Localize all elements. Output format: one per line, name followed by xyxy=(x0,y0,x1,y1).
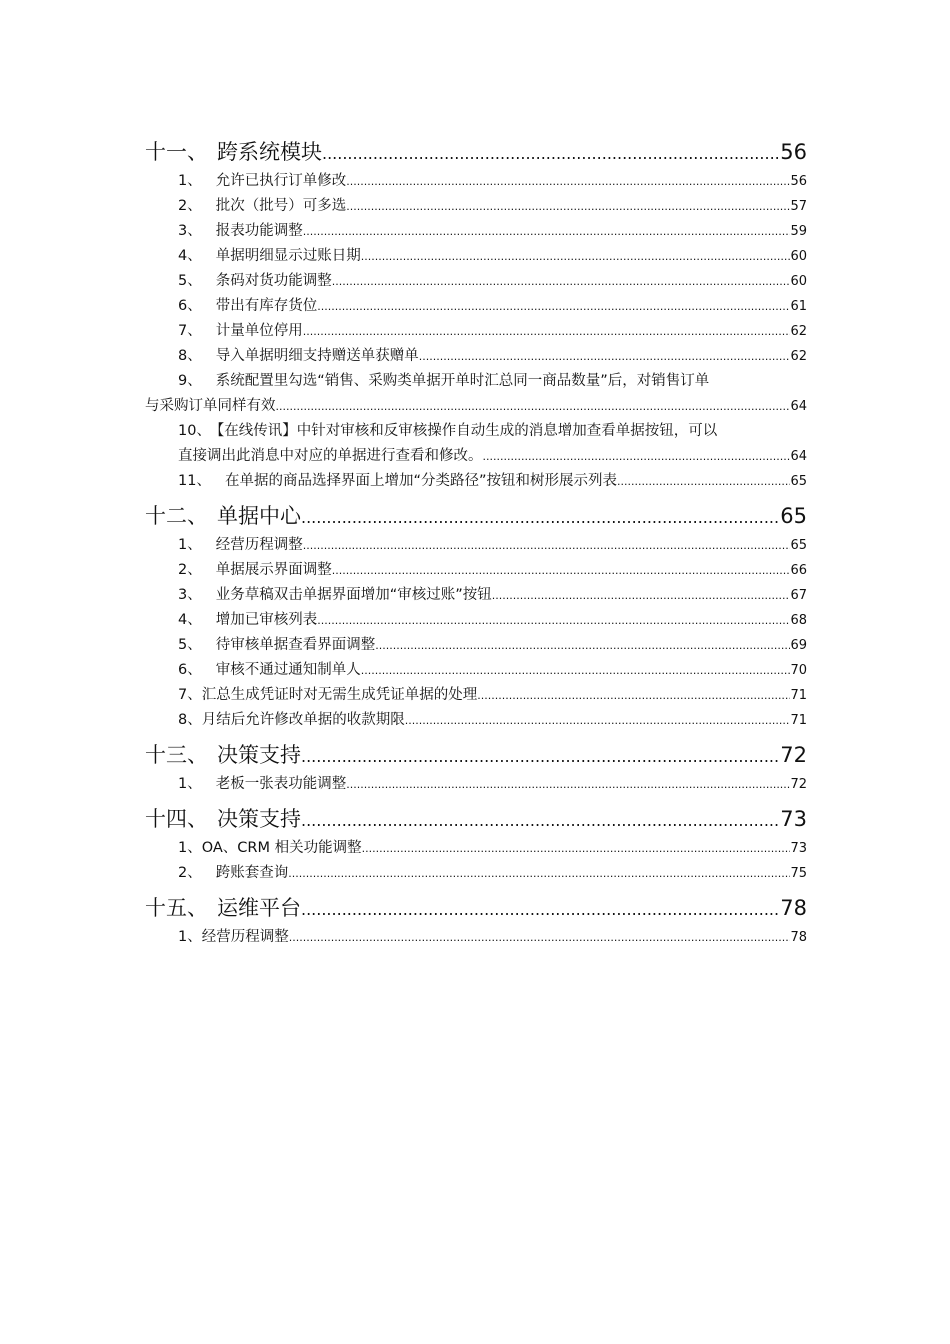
leader-dots xyxy=(301,738,780,774)
entry-number: 6、 xyxy=(178,298,202,314)
leader-dots xyxy=(301,499,780,535)
entry-title: 增加已审核列表 xyxy=(215,612,318,628)
entry-title: 条码对货功能调整 xyxy=(215,273,332,289)
entry-title: 【在线传讯】中针对审核和反审核操作自动生成的消息增加查看单据按钮，可以 xyxy=(216,423,718,439)
toc-entry[interactable] xyxy=(145,319,807,344)
entry-title: 带出有库存货位 xyxy=(215,298,318,314)
section-number: 十四、 xyxy=(145,807,208,831)
section-number: 十一、 xyxy=(145,140,208,164)
leader-dots xyxy=(361,658,791,683)
entry-title: OA、CRM 相关功能调整 xyxy=(201,840,362,856)
section-title: 单据中心 xyxy=(217,504,301,528)
page-number: 73 xyxy=(790,841,807,856)
entry-number: 1、 xyxy=(178,929,202,945)
leader-dots xyxy=(419,344,791,369)
page-number: 78 xyxy=(790,930,807,945)
toc-section-heading[interactable] xyxy=(145,802,807,836)
toc-entry[interactable] xyxy=(145,419,807,469)
leader-dots xyxy=(375,633,790,658)
entry-first-line xyxy=(178,419,807,444)
entry-title: 月结后允许修改单据的收款期限 xyxy=(201,712,405,728)
toc-entry[interactable] xyxy=(145,708,807,733)
entry-title: 单据明细显示过账日期 xyxy=(215,248,361,264)
leader-dots xyxy=(477,683,790,708)
toc-entry[interactable] xyxy=(145,244,807,269)
entry-title: 系统配置里勾选“销售、采购类单据开单时汇总同一商品数量”后，对销售订单 xyxy=(215,373,710,389)
entry-first-line xyxy=(178,369,807,394)
page-number: 70 xyxy=(790,663,807,678)
page-number: 71 xyxy=(790,688,807,703)
page-number: 69 xyxy=(790,638,807,653)
page-number: 73 xyxy=(780,807,807,831)
section-title: 决策支持 xyxy=(217,807,301,831)
entry-number: 8、 xyxy=(178,348,202,364)
toc-section-heading[interactable] xyxy=(145,738,807,772)
toc-entry[interactable] xyxy=(145,194,807,219)
entry-number: 2、 xyxy=(178,865,202,881)
toc-section-heading[interactable] xyxy=(145,135,807,169)
page-number: 72 xyxy=(790,777,807,792)
toc-entry[interactable] xyxy=(145,169,807,194)
leader-dots xyxy=(303,533,791,558)
entry-number: 8、 xyxy=(178,712,202,728)
entry-title-continued: 与采购订单同样有效 xyxy=(145,398,276,414)
page-number: 62 xyxy=(790,324,807,339)
leader-dots xyxy=(332,558,791,583)
entry-number: 4、 xyxy=(178,248,202,264)
entry-number: 1、 xyxy=(178,776,202,792)
entry-number: 6、 xyxy=(178,662,202,678)
entry-number: 1、 xyxy=(178,173,202,189)
entry-title: 导入单据明细支持赠送单获赠单 xyxy=(215,348,419,364)
entry-number: 5、 xyxy=(178,273,202,289)
leader-dots xyxy=(362,836,791,861)
entry-number: 11、 xyxy=(178,473,211,489)
entry-number: 1、 xyxy=(178,537,202,553)
page-number: 68 xyxy=(790,613,807,628)
toc-entry[interactable] xyxy=(145,683,807,708)
toc-entry[interactable] xyxy=(145,861,807,886)
entry-title: 在单据的商品选择界面上增加“分类路径”按钮和树形展示列表 xyxy=(224,473,617,489)
leader-dots xyxy=(361,244,791,269)
page-number: 72 xyxy=(780,743,807,767)
entry-title-continued: 直接调出此消息中对应的单据进行查看和修改。 xyxy=(178,448,483,464)
entry-number: 2、 xyxy=(178,198,202,214)
page-number: 62 xyxy=(790,349,807,364)
page-number: 75 xyxy=(790,866,807,881)
leader-dots xyxy=(303,219,791,244)
toc-entry[interactable] xyxy=(145,558,807,583)
toc-section-heading[interactable] xyxy=(145,891,807,925)
entry-number: 9、 xyxy=(178,373,202,389)
entry-number: 1、 xyxy=(178,840,202,856)
leader-dots xyxy=(317,294,790,319)
entry-title: 单据展示界面调整 xyxy=(215,562,332,578)
page-number: 56 xyxy=(780,140,807,164)
leader-dots xyxy=(289,925,791,950)
entry-number: 3、 xyxy=(178,587,202,603)
toc-entry[interactable] xyxy=(145,836,807,861)
leader-dots xyxy=(492,583,791,608)
entry-title: 审核不通过通知制单人 xyxy=(215,662,361,678)
entry-number: 4、 xyxy=(178,612,202,628)
entry-title: 汇总生成凭证时对无需生成凭证单据的处理 xyxy=(201,687,478,703)
page-number: 59 xyxy=(790,224,807,239)
entry-number: 2、 xyxy=(178,562,202,578)
entry-number: 7、 xyxy=(178,687,202,703)
leader-dots xyxy=(288,861,790,886)
page-number: 71 xyxy=(790,713,807,728)
page-number: 65 xyxy=(790,538,807,553)
section-number: 十二、 xyxy=(145,504,208,528)
leader-dots xyxy=(301,802,780,838)
page-number: 61 xyxy=(790,299,807,314)
entry-number: 7、 xyxy=(178,323,202,339)
page-number: 78 xyxy=(780,896,807,920)
entry-title: 报表功能调整 xyxy=(215,223,303,239)
leader-dots xyxy=(317,608,790,633)
section-title: 运维平台 xyxy=(217,896,301,920)
page-number: 65 xyxy=(780,504,807,528)
page-number: 64 xyxy=(790,399,807,414)
entry-title: 允许已执行订单修改 xyxy=(215,173,347,189)
section-title: 决策支持 xyxy=(217,743,301,767)
toc-section-heading[interactable] xyxy=(145,499,807,533)
toc-entry[interactable] xyxy=(145,469,807,494)
entry-title: 计量单位停用 xyxy=(215,323,303,339)
leader-dots xyxy=(303,319,791,344)
leader-dots xyxy=(276,394,791,419)
page-number: 66 xyxy=(790,563,807,578)
leader-dots xyxy=(332,269,791,294)
toc-entry[interactable] xyxy=(145,533,807,558)
entry-number: 5、 xyxy=(178,637,202,653)
leader-dots xyxy=(346,169,790,194)
leader-dots xyxy=(322,135,780,171)
entry-title: 老板一张表功能调整 xyxy=(215,776,347,792)
entry-number: 10、 xyxy=(178,423,211,439)
toc-entry[interactable] xyxy=(145,369,807,419)
entry-title: 待审核单据查看界面调整 xyxy=(215,637,376,653)
entry-title: 经营历程调整 xyxy=(215,537,303,553)
leader-dots xyxy=(346,772,790,797)
leader-dots xyxy=(301,891,780,927)
page-number: 60 xyxy=(790,274,807,289)
entry-title: 业务草稿双击单据界面增加“审核过账”按钮 xyxy=(215,587,492,603)
page-number: 65 xyxy=(790,474,807,489)
toc-entry[interactable] xyxy=(145,772,807,797)
toc-entry[interactable] xyxy=(145,608,807,633)
entry-second-line xyxy=(145,394,807,419)
page-number: 56 xyxy=(790,174,807,189)
toc-entry[interactable] xyxy=(145,925,807,950)
section-number: 十五、 xyxy=(145,896,208,920)
entry-title: 跨账套查询 xyxy=(215,865,289,881)
toc-entry[interactable] xyxy=(145,294,807,319)
leader-dots xyxy=(346,194,790,219)
table-of-contents xyxy=(145,135,807,950)
page-number: 60 xyxy=(790,249,807,264)
toc-entry[interactable] xyxy=(145,658,807,683)
leader-dots xyxy=(483,444,791,469)
entry-number: 3、 xyxy=(178,223,202,239)
entry-second-line xyxy=(178,444,807,469)
page-number: 64 xyxy=(790,449,807,464)
toc-entry[interactable] xyxy=(145,633,807,658)
entry-title: 经营历程调整 xyxy=(201,929,289,945)
page-number: 57 xyxy=(790,199,807,214)
toc-entry[interactable] xyxy=(145,269,807,294)
toc-entry[interactable] xyxy=(145,344,807,369)
section-number: 十三、 xyxy=(145,743,208,767)
leader-dots xyxy=(405,708,791,733)
leader-dots xyxy=(617,469,790,494)
entry-title: 批次（批号）可多选 xyxy=(215,198,347,214)
toc-entry[interactable] xyxy=(145,219,807,244)
page-number: 67 xyxy=(790,588,807,603)
section-title: 跨系统模块 xyxy=(217,140,322,164)
toc-entry[interactable] xyxy=(145,583,807,608)
